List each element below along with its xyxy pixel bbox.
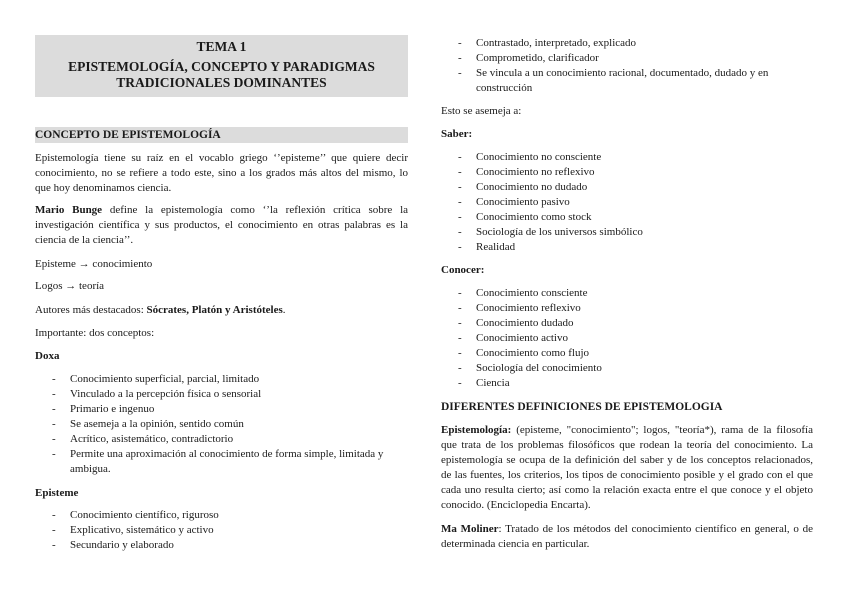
list-item: - Conocimiento como stock: [441, 210, 813, 225]
autores-suffix: .: [282, 304, 286, 316]
paragraph-bunge: [35, 203, 408, 248]
saber-heading: Saber:: [441, 128, 473, 140]
chapter-label: TEMA 1: [196, 39, 247, 54]
list-item: - Vinculado a la percepción física o sensorial: [35, 387, 408, 402]
list-item: - Conocimiento reflexivo: [441, 301, 813, 316]
list-item: - Sociología de los universos simbólico: [441, 225, 813, 240]
doxa-heading: Doxa: [35, 350, 60, 362]
list-item: - Conocimiento superficial, parcial, limitado: [35, 372, 408, 387]
list-item: - Primario e ingenuo: [35, 402, 408, 417]
title-box: [35, 35, 408, 97]
list-item: - Secundario y elaborado: [35, 538, 408, 553]
paragraph-definition-encarta: [441, 423, 813, 513]
definition-encarta: (episteme, "conocimiento"; logos, "teoría*), rama de la filosofía que trata de los problemas filosóficos que rodean la teoría del conocimiento. La epistemología se ocupa de la definición del saber y de los conceptos relacionados, de las fuentes, los criterios, los tipos de conocimiento posible y el grado con el que cada uno resulta cierto; así como la relación exacta entre el que conoce y el objeto conocido. (Enciclopedia Encarta).: [441, 424, 813, 511]
list-item: - Conocimiento consciente: [441, 286, 813, 301]
episteme-list-continued: [441, 36, 813, 96]
section-heading-concepto: CONCEPTO DE EPISTEMOLOGÍA: [35, 127, 408, 143]
autores-line: [35, 303, 408, 318]
list-item: - Se asemeja a la opinión, sentido común: [35, 417, 408, 432]
list-item: - Conocimiento no consciente: [441, 150, 813, 165]
page-title: EPISTEMOLOGÍA, CONCEPTO Y PARADIGMAS TRADICIONALES DOMINANTES: [68, 59, 375, 90]
asemeja-line: Esto se asemeja a:: [441, 105, 522, 117]
list-item: - Acrítico, asistemático, contradictorio: [35, 432, 408, 447]
list-item: - Comprometido, clarificador: [441, 51, 813, 66]
autores-names: Sócrates, Platón y Aristóteles: [146, 304, 283, 316]
list-item: - Conocimiento activo: [441, 331, 813, 346]
list-item: - Conocimiento pasivo: [441, 195, 813, 210]
episteme-line: Episteme → conocimiento: [35, 258, 153, 270]
list-item: - Conocimiento dudado: [441, 316, 813, 331]
conocer-list: [441, 286, 813, 391]
importante-line: Importante: dos conceptos:: [35, 327, 155, 339]
list-item: - Se vincula a un conocimiento racional, documentado, dudado y en construcción: [441, 66, 813, 96]
episteme-list: [35, 508, 408, 553]
list-item: - Permite una aproximación al conocimiento de forma simple, limitada y ambigua.: [35, 447, 408, 477]
list-item: - Contrastado, interpretado, explicado: [441, 36, 813, 51]
list-item: - Sociología del conocimiento: [441, 361, 813, 376]
autores-prefix: Autores más destacados:: [35, 304, 147, 316]
list-item: - Conocimiento científico, riguroso: [35, 508, 408, 523]
doxa-list: [35, 372, 408, 477]
bunge-definition: define la epistemología como ‘’la reflexión crítica sobre la investigación científica y sus productos, el conocimiento en otras palabras es la ciencia de la ciencia’’.: [35, 204, 409, 246]
list-item: - Realidad: [441, 240, 813, 255]
term-epistemologia: Epistemología:: [441, 424, 512, 436]
list-item: - Conocimiento no dudado: [441, 180, 813, 195]
paragraph-etymology: Epistemología tiene su raíz en el vocablo griego ‘’episteme’’ que quiere decir conocimiento, no se refiere a todo este, sino a los grados más altos del mismo, lo que hoy denominamos ciencia.: [35, 152, 408, 194]
conocer-heading: Conocer:: [441, 264, 485, 276]
episteme-heading: Episteme: [35, 487, 79, 499]
author-name-bunge: Mario Bunge: [35, 204, 103, 216]
paragraph-definition-moliner: [441, 522, 813, 552]
definition-moliner: : Tratado de los métodos del conocimiento científico en general, o de determinada ciencia en particular.: [441, 523, 813, 550]
section-heading-definiciones: DIFERENTES DEFINICIONES DE EPISTEMOLOGIA: [441, 401, 723, 413]
list-item: - Explicativo, sistemático y activo: [35, 523, 408, 538]
list-item: - Conocimiento como flujo: [441, 346, 813, 361]
list-item: - Ciencia: [441, 376, 813, 391]
author-name-moliner: Ma Moliner: [441, 523, 499, 535]
logos-line: Logos → teoría: [35, 280, 105, 292]
list-item: - Conocimiento no reflexivo: [441, 165, 813, 180]
saber-list: [441, 150, 813, 255]
